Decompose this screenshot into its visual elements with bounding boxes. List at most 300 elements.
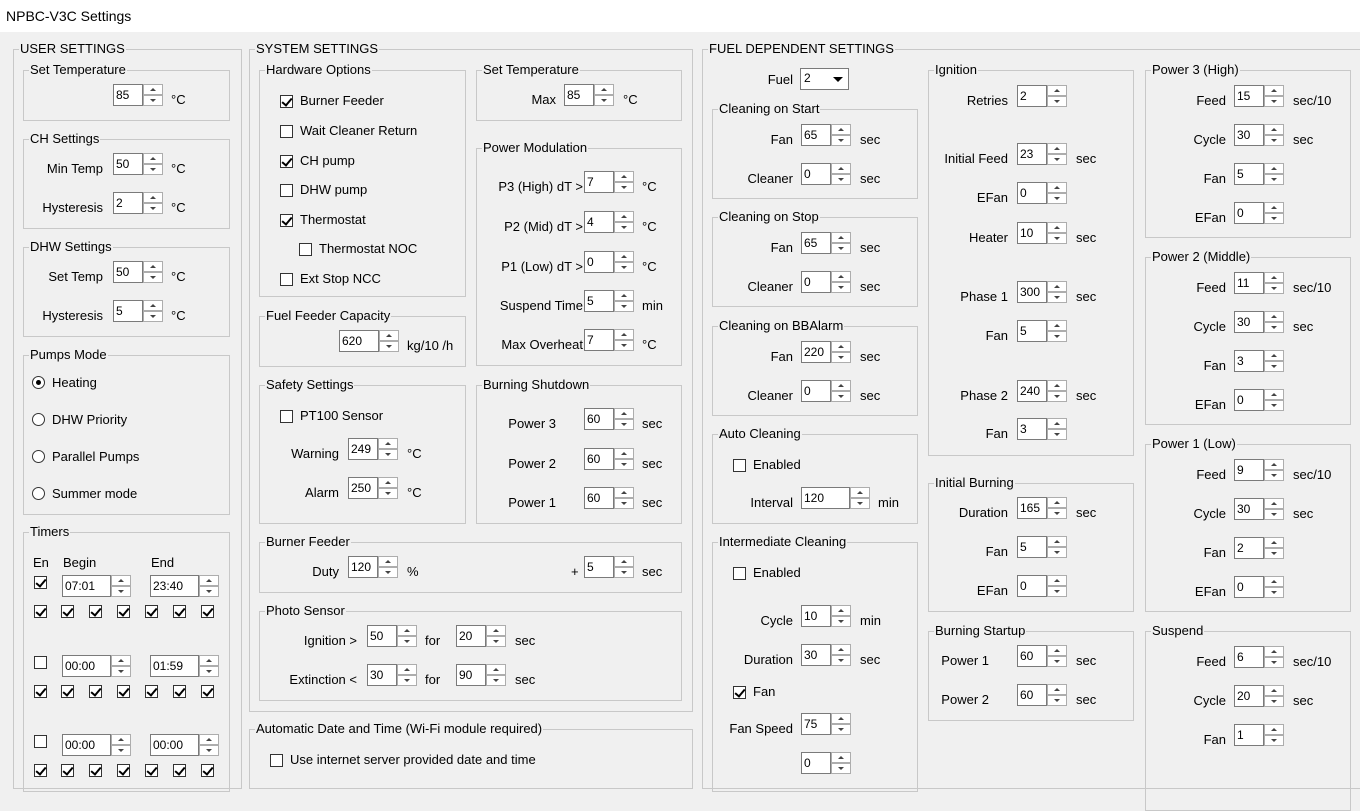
intermediate-enabled-checkbox[interactable] [733, 567, 746, 580]
power1-low-fan-spinner[interactable] [1234, 537, 1284, 559]
spin-up-icon[interactable] [1047, 143, 1067, 154]
spin-down-icon[interactable] [1264, 400, 1284, 411]
timer-begin-spinner-value[interactable]: 00:00 [62, 734, 111, 756]
spin-down-icon[interactable] [831, 724, 851, 735]
timer-begin-spinner-value[interactable]: 00:00 [62, 655, 111, 677]
spin-up-icon[interactable] [199, 734, 219, 745]
spin-down-icon[interactable] [1264, 96, 1284, 107]
startup-power2-spinner[interactable] [1017, 684, 1067, 706]
power2-middle-fan-spinner-value[interactable]: 3 [1234, 350, 1264, 372]
hardware-ext-stop-checkbox[interactable] [280, 273, 293, 286]
spin-up-icon[interactable] [1264, 389, 1284, 400]
spin-down-icon[interactable] [1047, 96, 1067, 107]
power1-low-fan-spinner-value[interactable]: 2 [1234, 537, 1264, 559]
spin-up-icon[interactable] [614, 211, 634, 222]
timer-day-checkbox[interactable] [173, 605, 186, 618]
duty-spinner-value[interactable]: 120 [348, 556, 378, 578]
spin-down-icon[interactable] [379, 341, 399, 352]
timer-day-checkbox[interactable] [117, 685, 130, 698]
spin-up-icon[interactable] [378, 477, 398, 488]
timer-day-checkbox[interactable] [89, 605, 102, 618]
spin-up-icon[interactable] [831, 380, 851, 391]
spin-down-icon[interactable] [1047, 429, 1067, 440]
spin-up-icon[interactable] [614, 448, 634, 459]
fuel-select[interactable] [800, 68, 849, 90]
spin-down-icon[interactable] [831, 174, 851, 185]
ignition-ph1fan-spinner-value[interactable]: 5 [1017, 320, 1047, 342]
power3-high-cycle-spinner-value[interactable]: 30 [1234, 124, 1264, 146]
set-temperature-spinner[interactable] [113, 84, 163, 106]
modulation-overheat-spinner[interactable] [584, 329, 634, 351]
spin-up-icon[interactable] [1264, 685, 1284, 696]
spin-up-icon[interactable] [379, 330, 399, 341]
power2-middle-cycle-spinner[interactable] [1234, 311, 1284, 333]
spin-down-icon[interactable] [831, 616, 851, 627]
spin-up-icon[interactable] [1047, 497, 1067, 508]
spin-down-icon[interactable] [378, 488, 398, 499]
warning-spinner[interactable] [348, 438, 398, 460]
spin-up-icon[interactable] [1047, 85, 1067, 96]
spin-down-icon[interactable] [1264, 322, 1284, 333]
ignition-feed-spinner[interactable] [1017, 143, 1067, 165]
spin-up-icon[interactable] [199, 655, 219, 666]
photo-ignition-spinner-value[interactable]: 50 [367, 625, 397, 647]
photo-extinction-spinner[interactable] [367, 664, 417, 686]
spin-down-icon[interactable] [1047, 547, 1067, 558]
timer-day-checkbox[interactable] [145, 605, 158, 618]
spin-down-icon[interactable] [143, 311, 163, 322]
spin-up-icon[interactable] [143, 300, 163, 311]
spin-up-icon[interactable] [1047, 418, 1067, 429]
alarm-spinner[interactable] [348, 477, 398, 499]
spin-down-icon[interactable] [1264, 509, 1284, 520]
spin-up-icon[interactable] [831, 605, 851, 616]
pumps-mode-radio-opt3[interactable] [32, 450, 45, 463]
spin-up-icon[interactable] [1047, 536, 1067, 547]
spin-up-icon[interactable] [111, 575, 131, 586]
cleaning-on-bbalarm-cleaner-spinner[interactable] [801, 380, 851, 402]
modulation-p1-spinner[interactable] [584, 251, 634, 273]
max-temp-spinner[interactable] [564, 84, 614, 106]
spin-up-icon[interactable] [614, 487, 634, 498]
modulation-p1-spinner-value[interactable]: 0 [584, 251, 614, 273]
power1-low-efan-spinner[interactable] [1234, 576, 1284, 598]
spin-up-icon[interactable] [143, 84, 163, 95]
spin-down-icon[interactable] [594, 95, 614, 106]
initial-burning-duration-spinner[interactable] [1017, 497, 1067, 519]
spin-down-icon[interactable] [1047, 233, 1067, 244]
spin-up-icon[interactable] [397, 664, 417, 675]
spin-up-icon[interactable] [614, 290, 634, 301]
timer-enabled-checkbox[interactable] [34, 656, 47, 669]
timer-end-spinner[interactable] [150, 734, 219, 756]
photo-extinction-time-spinner-value[interactable]: 90 [456, 664, 486, 686]
spin-down-icon[interactable] [1264, 587, 1284, 598]
spin-down-icon[interactable] [614, 301, 634, 312]
spin-up-icon[interactable] [831, 271, 851, 282]
spin-down-icon[interactable] [1047, 193, 1067, 204]
intermediate-fan-checkbox[interactable] [733, 686, 746, 699]
timer-day-checkbox[interactable] [173, 764, 186, 777]
spin-up-icon[interactable] [1264, 646, 1284, 657]
timer-day-checkbox[interactable] [201, 685, 214, 698]
timer-day-checkbox[interactable] [173, 685, 186, 698]
timer-day-checkbox[interactable] [117, 605, 130, 618]
spin-down-icon[interactable] [614, 419, 634, 430]
ignition-retries-spinner[interactable] [1017, 85, 1067, 107]
spin-up-icon[interactable] [831, 163, 851, 174]
spin-down-icon[interactable] [831, 282, 851, 293]
intermediate-extra-spinner-value[interactable]: 0 [801, 752, 831, 774]
timer-enabled-checkbox[interactable] [34, 735, 47, 748]
spin-down-icon[interactable] [831, 243, 851, 254]
power2-middle-fan-spinner[interactable] [1234, 350, 1284, 372]
use-internet-time-checkbox[interactable] [270, 754, 283, 767]
spin-up-icon[interactable] [143, 261, 163, 272]
suspend-fan-spinner[interactable] [1234, 724, 1284, 746]
ch-hysteresis-spinner-value[interactable]: 2 [113, 192, 143, 214]
cleaning-on-stop-fan-spinner-value[interactable]: 65 [801, 232, 831, 254]
spin-down-icon[interactable] [614, 567, 634, 578]
timer-day-checkbox[interactable] [201, 764, 214, 777]
spin-up-icon[interactable] [111, 734, 131, 745]
ignition-feed-spinner-value[interactable]: 23 [1017, 143, 1047, 165]
cleaning-on-bbalarm-fan-spinner[interactable] [801, 341, 851, 363]
duty-spinner[interactable] [348, 556, 398, 578]
cleaning-on-stop-fan-spinner[interactable] [801, 232, 851, 254]
ignition-ph2fan-spinner-value[interactable]: 3 [1017, 418, 1047, 440]
modulation-p3-spinner-value[interactable]: 7 [584, 171, 614, 193]
spin-up-icon[interactable] [378, 556, 398, 567]
spin-up-icon[interactable] [486, 625, 506, 636]
power3-high-efan-spinner[interactable] [1234, 202, 1284, 224]
spin-down-icon[interactable] [831, 135, 851, 146]
spin-up-icon[interactable] [1047, 645, 1067, 656]
ignition-efan-spinner[interactable] [1017, 182, 1067, 204]
spin-down-icon[interactable] [1264, 696, 1284, 707]
initial-burning-duration-spinner-value[interactable]: 165 [1017, 497, 1047, 519]
cleaning-on-bbalarm-fan-spinner-value[interactable]: 220 [801, 341, 831, 363]
spin-up-icon[interactable] [397, 625, 417, 636]
initial-burning-fan-spinner[interactable] [1017, 536, 1067, 558]
cleaning-on-start-cleaner-spinner[interactable] [801, 163, 851, 185]
spin-down-icon[interactable] [486, 636, 506, 647]
dhw-hysteresis-spinner-value[interactable]: 5 [113, 300, 143, 322]
spin-up-icon[interactable] [1047, 320, 1067, 331]
spin-down-icon[interactable] [614, 262, 634, 273]
spin-up-icon[interactable] [614, 329, 634, 340]
power2-middle-feed-spinner[interactable] [1234, 272, 1284, 294]
spin-up-icon[interactable] [1047, 281, 1067, 292]
spin-down-icon[interactable] [831, 763, 851, 774]
spin-down-icon[interactable] [143, 203, 163, 214]
ignition-efan-spinner-value[interactable]: 0 [1017, 182, 1047, 204]
intermediate-extra-spinner[interactable] [801, 752, 851, 774]
intermediate-fan-speed-spinner[interactable] [801, 713, 851, 735]
chevron-down-icon[interactable] [833, 77, 843, 82]
spin-up-icon[interactable] [199, 575, 219, 586]
hardware-thermostat-noc-checkbox[interactable] [299, 243, 312, 256]
photo-extinction-spinner-value[interactable]: 30 [367, 664, 397, 686]
cleaning-on-start-fan-spinner[interactable] [801, 124, 851, 146]
photo-ignition-time-spinner[interactable] [456, 625, 506, 647]
spin-down-icon[interactable] [1047, 695, 1067, 706]
photo-ignition-time-spinner-value[interactable]: 20 [456, 625, 486, 647]
ignition-heater-spinner[interactable] [1017, 222, 1067, 244]
spin-up-icon[interactable] [1264, 124, 1284, 135]
spin-up-icon[interactable] [1264, 202, 1284, 213]
timer-day-checkbox[interactable] [61, 685, 74, 698]
suspend-fan-spinner-value[interactable]: 1 [1234, 724, 1264, 746]
startup-power1-spinner-value[interactable]: 60 [1017, 645, 1047, 667]
power1-low-cycle-spinner-value[interactable]: 30 [1234, 498, 1264, 520]
spin-up-icon[interactable] [1047, 575, 1067, 586]
startup-power2-spinner-value[interactable]: 60 [1017, 684, 1047, 706]
initial-burning-efan-spinner-value[interactable]: 0 [1017, 575, 1047, 597]
spin-up-icon[interactable] [614, 171, 634, 182]
shutdown-p2-spinner-value[interactable]: 60 [584, 448, 614, 470]
timer-day-checkbox[interactable] [145, 685, 158, 698]
suspend-cycle-spinner-value[interactable]: 20 [1234, 685, 1264, 707]
initial-burning-efan-spinner[interactable] [1017, 575, 1067, 597]
spin-down-icon[interactable] [1047, 292, 1067, 303]
dhw-hysteresis-spinner[interactable] [113, 300, 163, 322]
timer-day-checkbox[interactable] [61, 764, 74, 777]
spin-down-icon[interactable] [1264, 174, 1284, 185]
spin-down-icon[interactable] [397, 636, 417, 647]
spin-down-icon[interactable] [1047, 331, 1067, 342]
timer-begin-spinner[interactable] [62, 734, 131, 756]
spin-up-icon[interactable] [1264, 85, 1284, 96]
spin-up-icon[interactable] [111, 655, 131, 666]
power3-high-fan-spinner[interactable] [1234, 163, 1284, 185]
power3-high-fan-spinner-value[interactable]: 5 [1234, 163, 1264, 185]
pumps-mode-radio-opt1[interactable] [32, 376, 45, 389]
spin-up-icon[interactable] [831, 752, 851, 763]
cleaning-on-start-fan-spinner-value[interactable]: 65 [801, 124, 831, 146]
spin-up-icon[interactable] [1264, 272, 1284, 283]
warning-spinner-value[interactable]: 249 [348, 438, 378, 460]
initial-burning-fan-spinner-value[interactable]: 5 [1017, 536, 1047, 558]
spin-down-icon[interactable] [378, 449, 398, 460]
shutdown-p3-spinner-value[interactable]: 60 [584, 408, 614, 430]
spin-up-icon[interactable] [1047, 222, 1067, 233]
power2-middle-cycle-spinner-value[interactable]: 30 [1234, 311, 1264, 333]
spin-down-icon[interactable] [850, 498, 870, 509]
spin-up-icon[interactable] [831, 124, 851, 135]
spin-down-icon[interactable] [1264, 361, 1284, 372]
spin-down-icon[interactable] [486, 675, 506, 686]
spin-up-icon[interactable] [1264, 459, 1284, 470]
spin-down-icon[interactable] [397, 675, 417, 686]
duty-plus-spinner-value[interactable]: 5 [584, 556, 614, 578]
ignition-heater-spinner-value[interactable]: 10 [1017, 222, 1047, 244]
alarm-spinner-value[interactable]: 250 [348, 477, 378, 499]
spin-up-icon[interactable] [486, 664, 506, 675]
max-temp-spinner-value[interactable]: 85 [564, 84, 594, 106]
spin-down-icon[interactable] [143, 272, 163, 283]
intermediate-duration-spinner-value[interactable]: 30 [801, 644, 831, 666]
spin-down-icon[interactable] [1047, 656, 1067, 667]
spin-down-icon[interactable] [831, 391, 851, 402]
hardware-thermostat-checkbox[interactable] [280, 214, 293, 227]
spin-up-icon[interactable] [614, 251, 634, 262]
timer-day-checkbox[interactable] [145, 764, 158, 777]
spin-down-icon[interactable] [1264, 135, 1284, 146]
ignition-ph2-spinner[interactable] [1017, 380, 1067, 402]
spin-down-icon[interactable] [614, 340, 634, 351]
spin-down-icon[interactable] [614, 222, 634, 233]
cleaning-on-start-cleaner-spinner-value[interactable]: 0 [801, 163, 831, 185]
timer-day-checkbox[interactable] [89, 685, 102, 698]
spin-down-icon[interactable] [143, 164, 163, 175]
power3-high-feed-spinner[interactable] [1234, 85, 1284, 107]
spin-down-icon[interactable] [111, 745, 131, 756]
intermediate-cycle-spinner-value[interactable]: 10 [801, 605, 831, 627]
ignition-ph2fan-spinner[interactable] [1017, 418, 1067, 440]
spin-down-icon[interactable] [199, 586, 219, 597]
modulation-suspend-spinner-value[interactable]: 5 [584, 290, 614, 312]
spin-down-icon[interactable] [199, 666, 219, 677]
hardware-burner-feeder-checkbox[interactable] [280, 95, 293, 108]
spin-down-icon[interactable] [1047, 586, 1067, 597]
auto-cleaning-enabled-checkbox[interactable] [733, 459, 746, 472]
modulation-suspend-spinner[interactable] [584, 290, 634, 312]
set-temperature-spinner-value[interactable]: 85 [113, 84, 143, 106]
timer-enabled-checkbox[interactable] [34, 576, 47, 589]
hardware-wait-cleaner-checkbox[interactable] [280, 125, 293, 138]
power2-middle-feed-spinner-value[interactable]: 11 [1234, 272, 1264, 294]
ignition-ph1-spinner[interactable] [1017, 281, 1067, 303]
spin-down-icon[interactable] [1264, 735, 1284, 746]
timer-day-checkbox[interactable] [89, 764, 102, 777]
spin-up-icon[interactable] [1264, 311, 1284, 322]
cleaning-on-bbalarm-cleaner-spinner-value[interactable]: 0 [801, 380, 831, 402]
dhw-set-temp-spinner[interactable] [113, 261, 163, 283]
spin-up-icon[interactable] [831, 341, 851, 352]
spin-down-icon[interactable] [1264, 657, 1284, 668]
shutdown-p1-spinner[interactable] [584, 487, 634, 509]
spin-down-icon[interactable] [1264, 213, 1284, 224]
spin-up-icon[interactable] [1264, 498, 1284, 509]
spin-up-icon[interactable] [1264, 537, 1284, 548]
spin-down-icon[interactable] [111, 586, 131, 597]
photo-extinction-time-spinner[interactable] [456, 664, 506, 686]
ch-hysteresis-spinner[interactable] [113, 192, 163, 214]
timer-begin-spinner-value[interactable]: 07:01 [62, 575, 111, 597]
cleaning-on-stop-cleaner-spinner-value[interactable]: 0 [801, 271, 831, 293]
spin-up-icon[interactable] [594, 84, 614, 95]
ch-min-temp-spinner[interactable] [113, 153, 163, 175]
timer-begin-spinner[interactable] [62, 575, 131, 597]
power1-low-efan-spinner-value[interactable]: 0 [1234, 576, 1264, 598]
spin-down-icon[interactable] [831, 352, 851, 363]
timer-end-spinner[interactable] [150, 575, 219, 597]
spin-down-icon[interactable] [614, 498, 634, 509]
startup-power1-spinner[interactable] [1017, 645, 1067, 667]
ch-min-temp-spinner-value[interactable]: 50 [113, 153, 143, 175]
spin-down-icon[interactable] [111, 666, 131, 677]
spin-down-icon[interactable] [614, 459, 634, 470]
spin-up-icon[interactable] [831, 713, 851, 724]
spin-up-icon[interactable] [1047, 380, 1067, 391]
pumps-mode-radio-opt4[interactable] [32, 487, 45, 500]
timer-end-spinner-value[interactable]: 00:00 [150, 734, 199, 756]
ignition-ph1-spinner-value[interactable]: 300 [1017, 281, 1047, 303]
pt100-sensor-checkbox[interactable] [280, 410, 293, 423]
timer-day-checkbox[interactable] [201, 605, 214, 618]
modulation-overheat-spinner-value[interactable]: 7 [584, 329, 614, 351]
ignition-ph1fan-spinner[interactable] [1017, 320, 1067, 342]
spin-down-icon[interactable] [1047, 508, 1067, 519]
timer-end-spinner-value[interactable]: 01:59 [150, 655, 199, 677]
spin-down-icon[interactable] [1264, 283, 1284, 294]
spin-up-icon[interactable] [378, 438, 398, 449]
hardware-dhw-pump-checkbox[interactable] [280, 184, 293, 197]
cleaning-on-stop-cleaner-spinner[interactable] [801, 271, 851, 293]
spin-down-icon[interactable] [199, 745, 219, 756]
shutdown-p2-spinner[interactable] [584, 448, 634, 470]
intermediate-cycle-spinner[interactable] [801, 605, 851, 627]
spin-down-icon[interactable] [1047, 391, 1067, 402]
spin-up-icon[interactable] [143, 153, 163, 164]
intermediate-duration-spinner[interactable] [801, 644, 851, 666]
modulation-p3-spinner[interactable] [584, 171, 634, 193]
spin-down-icon[interactable] [1047, 154, 1067, 165]
spin-up-icon[interactable] [1047, 182, 1067, 193]
auto-cleaning-interval-spinner[interactable] [801, 487, 870, 509]
modulation-p2-spinner-value[interactable]: 4 [584, 211, 614, 233]
spin-up-icon[interactable] [1047, 684, 1067, 695]
timer-begin-spinner[interactable] [62, 655, 131, 677]
suspend-feed-spinner-value[interactable]: 6 [1234, 646, 1264, 668]
spin-down-icon[interactable] [378, 567, 398, 578]
spin-up-icon[interactable] [831, 232, 851, 243]
spin-up-icon[interactable] [1264, 724, 1284, 735]
power1-low-cycle-spinner[interactable] [1234, 498, 1284, 520]
ignition-retries-spinner-value[interactable]: 2 [1017, 85, 1047, 107]
spin-down-icon[interactable] [1264, 548, 1284, 559]
fuel-select-value[interactable]: 2 [804, 71, 811, 85]
spin-down-icon[interactable] [1264, 470, 1284, 481]
power1-low-feed-spinner[interactable] [1234, 459, 1284, 481]
timer-end-spinner-value[interactable]: 23:40 [150, 575, 199, 597]
spin-up-icon[interactable] [614, 556, 634, 567]
intermediate-fan-speed-spinner-value[interactable]: 75 [801, 713, 831, 735]
modulation-p2-spinner[interactable] [584, 211, 634, 233]
suspend-feed-spinner[interactable] [1234, 646, 1284, 668]
spin-up-icon[interactable] [1264, 350, 1284, 361]
timer-day-checkbox[interactable] [34, 685, 47, 698]
shutdown-p1-spinner-value[interactable]: 60 [584, 487, 614, 509]
auto-cleaning-interval-spinner-value[interactable]: 120 [801, 487, 850, 509]
ignition-ph2-spinner-value[interactable]: 240 [1017, 380, 1047, 402]
power3-high-efan-spinner-value[interactable]: 0 [1234, 202, 1264, 224]
duty-plus-spinner[interactable] [584, 556, 634, 578]
power1-low-feed-spinner-value[interactable]: 9 [1234, 459, 1264, 481]
capacity-spinner-value[interactable]: 620 [339, 330, 379, 352]
spin-up-icon[interactable] [850, 487, 870, 498]
spin-up-icon[interactable] [143, 192, 163, 203]
power2-middle-efan-spinner[interactable] [1234, 389, 1284, 411]
power3-high-feed-spinner-value[interactable]: 15 [1234, 85, 1264, 107]
spin-up-icon[interactable] [1264, 576, 1284, 587]
pumps-mode-radio-opt2[interactable] [32, 413, 45, 426]
power2-middle-efan-spinner-value[interactable]: 0 [1234, 389, 1264, 411]
photo-ignition-spinner[interactable] [367, 625, 417, 647]
timer-day-checkbox[interactable] [61, 605, 74, 618]
dhw-set-temp-spinner-value[interactable]: 50 [113, 261, 143, 283]
